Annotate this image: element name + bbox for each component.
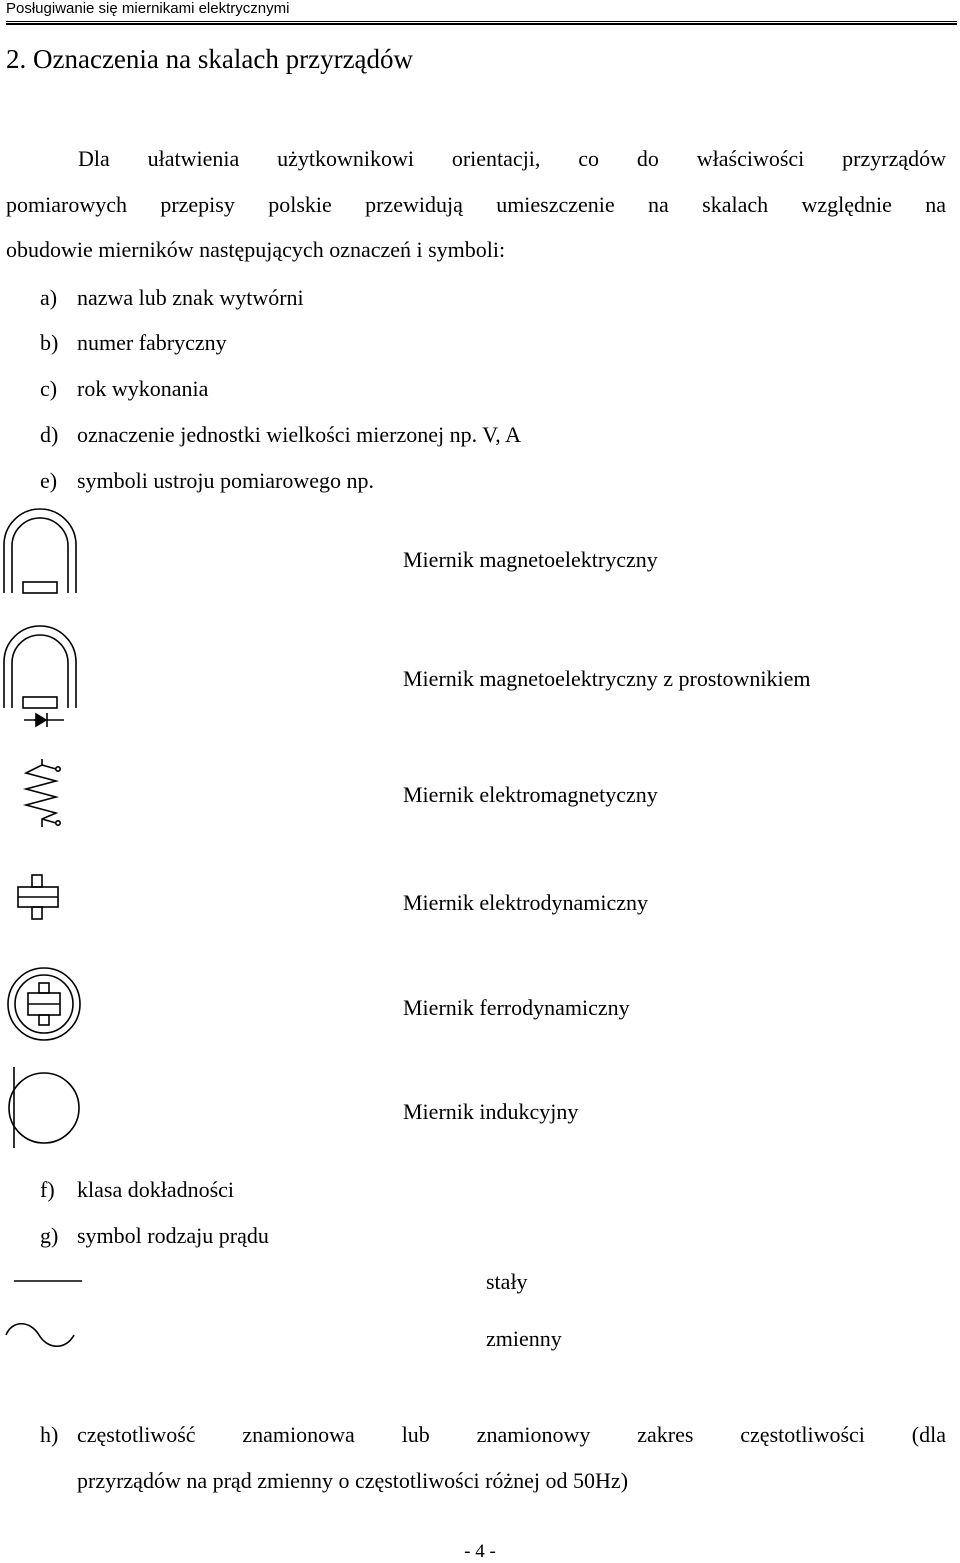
alternating-current-icon [4,1318,76,1352]
list-item: rok wykonania [77,376,209,401]
current-type-label: stały [486,1269,528,1294]
induction-meter-icon [6,1064,86,1152]
page-number: - 4 - [464,1541,496,1562]
list-item: symbol rodzaju prądu [77,1223,269,1248]
list-marker: g) [40,1223,59,1248]
list-item: nazwa lub znak wytwórni [77,285,304,310]
header-rule-thin [6,21,957,22]
meter-label: Miernik elektromagnetyczny [403,782,658,807]
intro-line-2: pomiarowych przepisy polskie przewidują umieszczenie na skalach względnie na [6,192,946,217]
current-type-label: zmienny [486,1326,562,1351]
running-header: Posługiwanie się miernikami elektrycznymi [6,0,290,17]
list-marker: b) [40,330,59,355]
list-marker: e) [40,468,58,493]
electromagnetic-meter-icon [16,755,66,831]
intro-line-3: obudowie mierników następujących oznaczeń i symboli: [6,237,506,262]
list-marker: a) [40,285,58,310]
meter-label: Miernik magnetoelektryczny [403,547,658,572]
direct-current-icon [14,1278,84,1284]
meter-label: Miernik elektrodynamiczny [403,890,648,915]
list-item: oznaczenie jednostki wielkości mierzonej np. V, A [77,422,521,447]
section-title: 2. Oznaczenia na skalach przyrządów [6,44,414,74]
meter-label: Miernik magnetoelektryczny z prostownikiem [403,666,811,691]
header-rule-thick [6,23,957,25]
list-marker: c) [40,376,58,401]
list-item: częstotliwość znamionowa lub znamionowy zakres częstotliwości (dla [77,1422,946,1447]
electrodynamic-meter-icon [14,872,62,924]
list-item: numer fabryczny [77,330,227,355]
list-marker: f) [40,1177,55,1202]
list-item: klasa dokładności [77,1177,235,1202]
list-marker: h) [40,1422,59,1447]
list-item-continuation: przyrządów na prąd zmienny o częstotliwości różnej od 50Hz) [77,1468,629,1493]
list-item: symboli ustroju pomiarowego np. [77,468,374,493]
list-marker: d) [40,422,59,447]
ferrodynamic-meter-icon [4,966,84,1044]
meter-label: Miernik indukcyjny [403,1099,579,1124]
intro-line-1: Dla ułatwienia użytkownikowi orientacji, co do właściwości przyrządów [78,146,946,171]
magnetoelectric-rectifier-meter-icon [0,622,80,728]
meter-label: Miernik ferrodynamiczny [403,995,630,1020]
magnetoelectric-meter-icon [0,505,80,597]
